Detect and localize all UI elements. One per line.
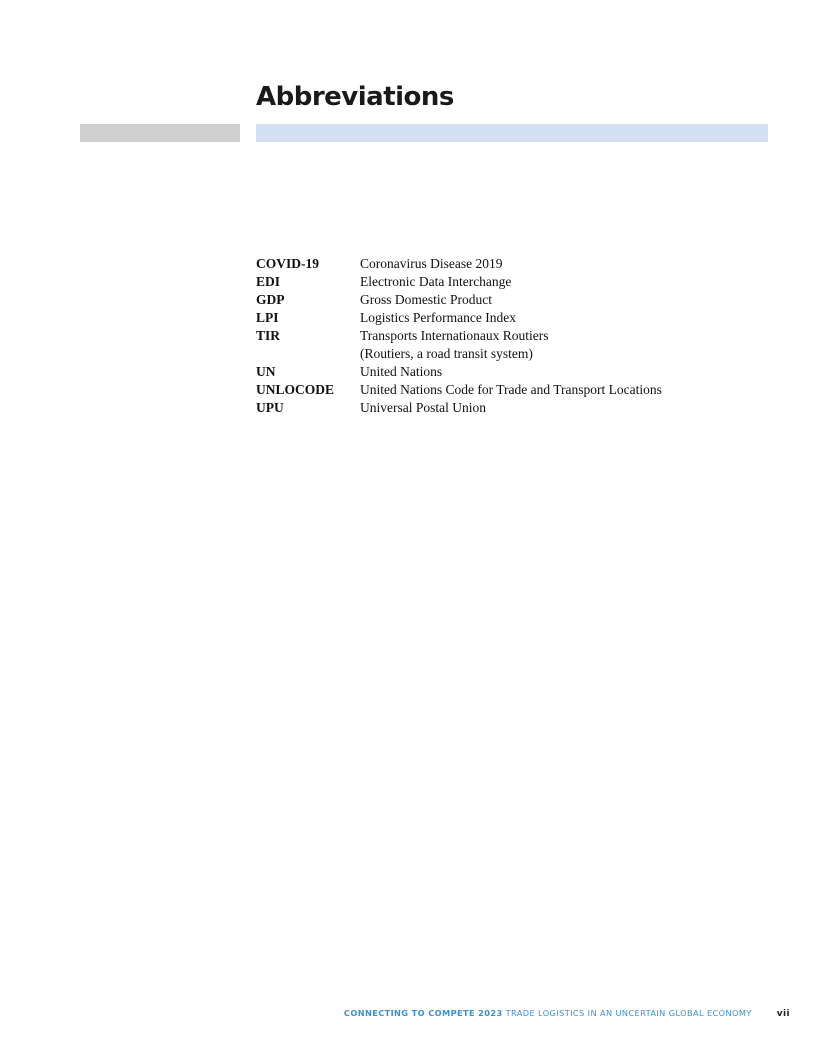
decorative-bar-right	[256, 124, 768, 142]
definition-line: United Nations	[360, 364, 443, 379]
definition-line: (Routiers, a road transit system)	[360, 346, 533, 361]
definition-line: Coronavirus Disease 2019	[360, 256, 503, 271]
abbreviation-row	[256, 327, 716, 363]
page-title: Abbreviations	[256, 82, 454, 112]
abbreviation-row	[256, 381, 716, 399]
abbreviation-definition	[360, 399, 716, 417]
abbreviation-row	[256, 399, 716, 417]
abbreviation-term: COVID-19	[256, 256, 319, 271]
abbreviation-definition	[360, 309, 716, 327]
abbreviation-definition	[360, 273, 716, 291]
page-footer	[0, 1006, 790, 1021]
footer-series-title: CONNECTING TO COMPETE 2023	[343, 1008, 503, 1018]
abbreviation-definition	[360, 291, 716, 309]
abbreviation-term: UNLOCODE	[256, 382, 335, 397]
abbreviation-row	[256, 255, 716, 273]
abbreviation-definition	[360, 327, 716, 363]
page-number: vii	[776, 1009, 790, 1019]
abbreviation-term: LPI	[256, 310, 279, 325]
abbreviation-row	[256, 363, 716, 381]
definition-line: Gross Domestic Product	[360, 292, 492, 307]
abbreviation-term: TIR	[256, 328, 281, 343]
abbreviation-term: EDI	[256, 274, 281, 289]
definition-line: Transports Internationaux Routiers	[360, 328, 549, 343]
definition-line: Electronic Data Interchange	[360, 274, 512, 289]
abbreviation-term: GDP	[256, 292, 285, 307]
definition-line: Logistics Performance Index	[360, 310, 516, 325]
abbreviation-row	[256, 309, 716, 327]
decorative-bar-left	[80, 124, 240, 142]
definition-line: Universal Postal Union	[360, 400, 486, 415]
abbreviation-definition	[360, 381, 716, 399]
abbreviation-term: UPU	[256, 400, 284, 415]
definition-line: United Nations Code for Trade and Transport Locations	[360, 382, 662, 397]
footer-subtitle: TRADE LOGISTICS IN AN UNCERTAIN GLOBAL ECONOMY	[505, 1008, 752, 1018]
abbreviation-row	[256, 273, 716, 291]
abbreviation-definition	[360, 363, 716, 381]
abbreviation-row	[256, 291, 716, 309]
abbreviation-term: UN	[256, 364, 276, 379]
abbreviation-list	[256, 255, 716, 417]
abbreviation-definition	[360, 255, 716, 273]
